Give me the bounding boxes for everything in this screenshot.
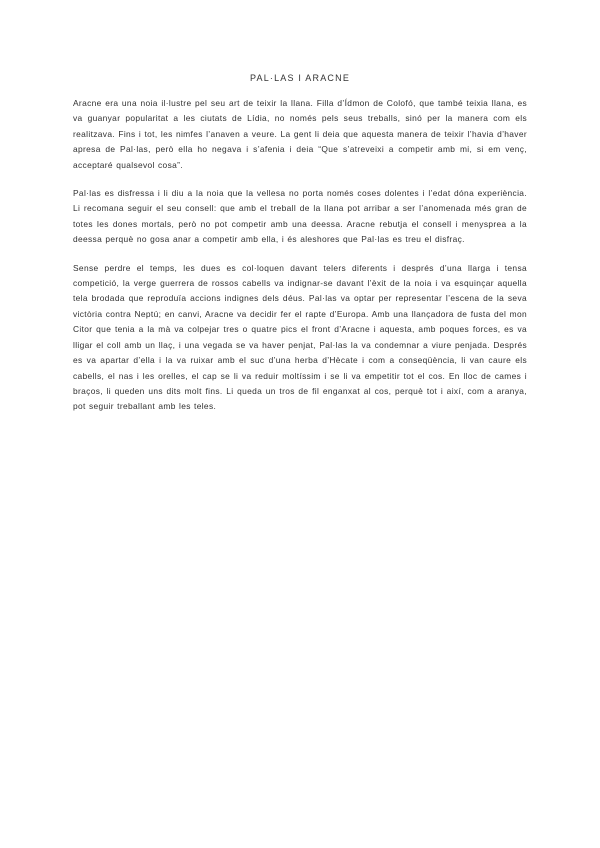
paragraph-3: Sense perdre el temps, les dues es col·loquen davant telers diferents i després d’una llarga i tensa competició, la verge guerrera de rossos cabells va indignar-se davant l’èxit de la noia i va esquinçar aquella tela brodada que reproduïa accions indignes dels déus. Pal·las va optar per representar l’escena de la seva victòria contra Neptú; en canvi, Aracne va decidir fer el rapte d’Europa. Amb una llançadora de fusta del mon Citor que tenia a la mà va colpejar tres o quatre pics el front d’Aracne i aquesta, amb poques forces, es va lligar el coll amb un llaç, i una vegada se va haver penjat, Pal·las la va condemnar a viure penjada. Després es va apartar d’ella i la va ruixar amb el suc d’una herba d’Hècate i com a conseqüència, li van caure els cabells, el nas i les orelles, el cap se li va reduir moltíssim i se li va empetitir tot el cos. En lloc de cames i braços, li queden uns dits molt fins. Li queda un tros de fil enganxat al cos, perquè tot i així, com a aranya, pot seguir treballant amb les teles.	[73, 262, 527, 412]
paragraph-1: Aracne era una noia il·lustre pel seu art de teixir la llana. Filla d’Ídmon de Colofó, que també teixia llana, es va guanyar popularitat a les ciutats de Lídia, no només pels seus treballs, sinó per la manera com els realitzava. Fins i tot, les nimfes l’anaven a veure. La gent li deia que aquesta manera de teixir l’havia d’haver apresa de Pal·las, però ella ho negava i s’afenia i deia “Que s’atreveixi a competir amb mi, si em venç, acceptaré qualsevol cosa”.	[73, 98, 527, 170]
document-title: PAL·LAS I ARACNE	[249, 73, 351, 83]
paragraph-2: Pal·las es disfressa i li diu a la noia que la vellesa no porta només coses dolentes i l’edat dóna experiència. Li recomana seguir el seu consell: que amb el treball de la llana pot arribar a ser l’anomenada més gran de totes les dones mortals, però no pot competir amb una deessa. Aracne rebutja el consell i menysprea a la deessa perquè no gosa anar a competir amb ella, i és aleshores que Pal·las es treu el disfraç.	[73, 188, 527, 245]
document-body	[73, 96, 527, 428]
